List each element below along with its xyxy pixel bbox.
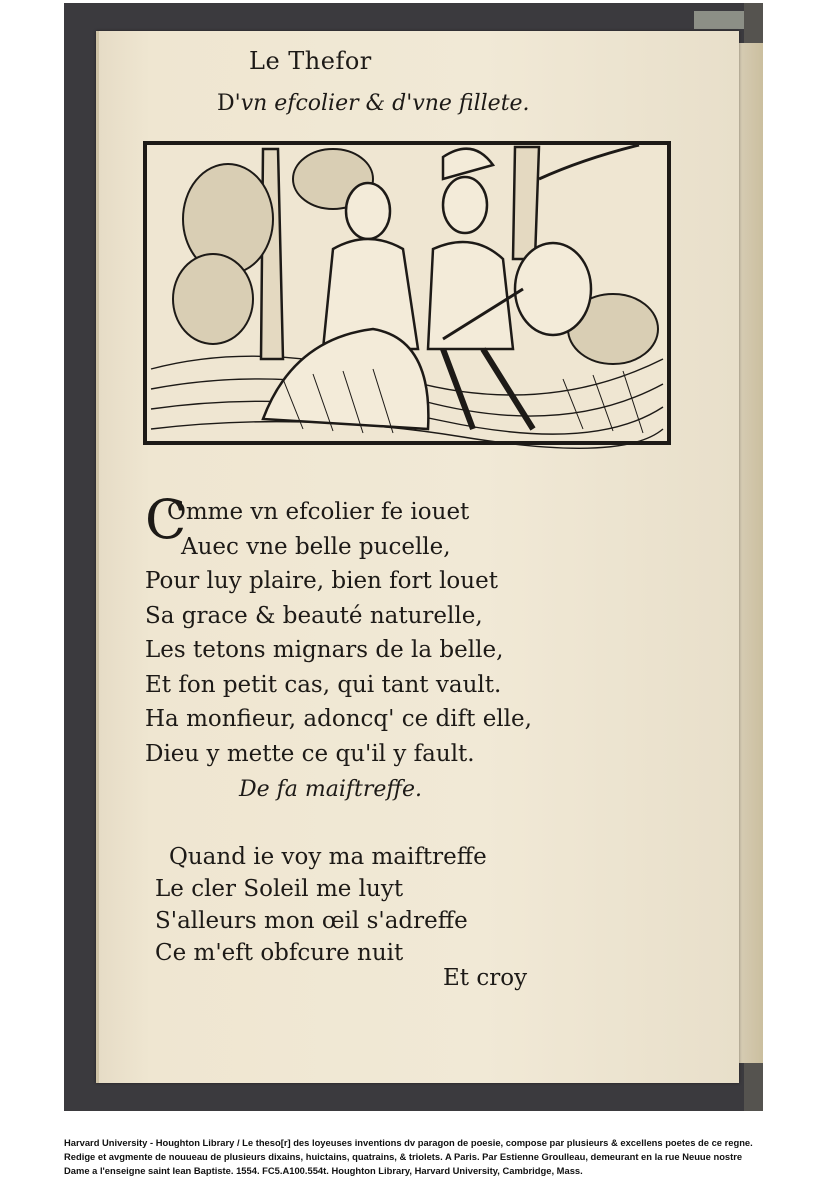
running-title: Le Thefor — [249, 47, 372, 75]
section-title: De fa maiftreffe. — [239, 777, 423, 802]
verse-line: Ha monfieur, adoncq' ce dift elle, — [145, 706, 532, 732]
source-caption: Harvard University - Houghton Library / Le theso[r] des loyeuses inventions dv paragon de poesie, compose par plusieurs & excellens poetes de ce regne. Redige et avgmente de nouueau de plusieurs dixains, huictains, quatrains, & triolets. A Paris. Par Estienne Groulleau, demeurant en la rue Neuue nostre Dame a l'enseigne saint Iean Baptiste. 1554. FC5.A100.554t. Houghton Library, Harvard University, Cambridge, Mass. — [64, 1137, 753, 1176]
verse-line: Auec vne belle pucelle, — [181, 533, 451, 560]
verse-line: S'alleurs mon œil s'adreffe — [155, 908, 468, 934]
verse-line: Dieu y mette ce qu'il y fault. — [145, 740, 475, 767]
woodcut-illustration — [143, 139, 675, 451]
drop-cap: C — [145, 488, 187, 551]
catchword: Et croy — [443, 965, 528, 991]
book-tab — [694, 11, 744, 29]
verse-line: Et fon petit cas, qui tant vault. — [145, 671, 502, 698]
verse-line: Omme vn efcolier fe iouet — [167, 499, 470, 525]
poem-title-prefix: D' — [217, 91, 241, 116]
poem-title-italic: vn efcolier & d'vne fillete. — [240, 91, 530, 116]
poem-stanza-2 — [155, 841, 487, 969]
verse-line: Les tetons mignars de la belle, — [145, 637, 504, 663]
verse-line: Le cler Soleil me luyt — [155, 876, 404, 902]
poem-title — [217, 91, 530, 116]
poem-stanza-1 — [145, 488, 532, 771]
book-page — [96, 31, 739, 1083]
verse-line: Ce m'eft obfcure nuit — [155, 940, 404, 966]
verse-line: Quand ie voy ma maiftreffe — [169, 844, 487, 870]
verse-line: Pour luy plaire, bien fort louet — [145, 568, 498, 594]
verse-line: Sa grace & beauté naturelle, — [145, 602, 483, 629]
scan-background — [64, 3, 763, 1111]
